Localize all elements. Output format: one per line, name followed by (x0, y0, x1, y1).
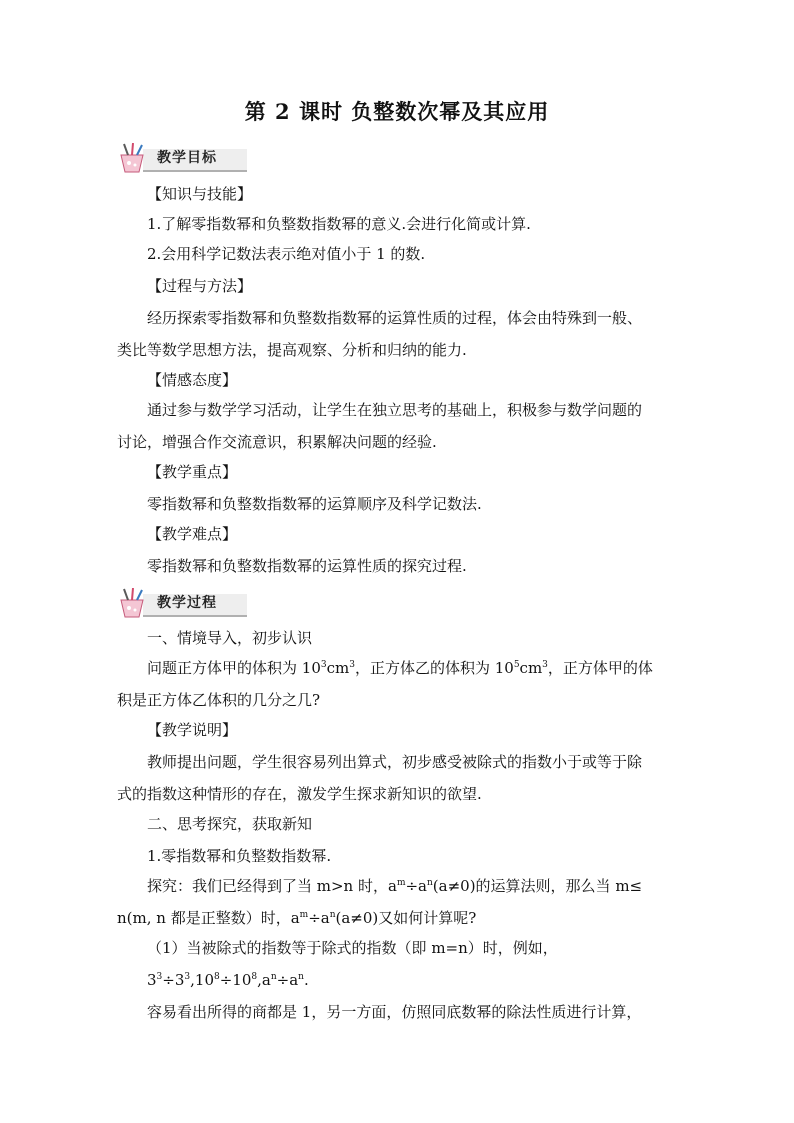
heading-intro: 一、情境导入，初步认识 (147, 629, 313, 647)
page-title: 第 2 课时 负整数次幂及其应用 (244, 99, 550, 124)
heading-process-method: 【过程与方法】 (147, 277, 253, 295)
section-title-process: 教学过程 (157, 595, 217, 611)
text-line-question: 问题正方体甲的体积为 $10^3cm^3$，正方体乙的体积为 $10^5cm^3$，正方体甲的体 (147, 659, 653, 677)
text-line-case: （1）当被除式的指数等于除式的指数（即 m=n）时，例如， (147, 939, 558, 957)
text-line-example: $3^3\div 3^3,10^8\div 10^8,a^n\div a^n$. (147, 971, 309, 989)
text-line: 类比等数学思想方法，提高观察、分析和归纳的能力. (117, 341, 467, 359)
subheading-zero-negative-exponent: 1.零指数幂和负整数指数幂. (147, 847, 332, 865)
section-banner-process (117, 588, 247, 618)
text-line: 通过参与数学学习活动，让学生在独立思考的基础上，积极参与数学问题的 (147, 401, 643, 419)
section-banner-goals (117, 143, 247, 173)
heading-key-point: 【教学重点】 (147, 463, 238, 481)
text-line: 容易看出所得的商都是 1，另一方面，仿照同底数幂的除法性质进行计算， (147, 1003, 642, 1021)
text-line: 经历探索零指数幂和负整数指数幂的运算性质的过程，体会由特殊到一般、 (147, 309, 643, 327)
text-line-explore: n(m, n 都是正整数）时，$a^m\div a^n(a\ne 0)$又如何计算呢? (117, 909, 477, 927)
heading-attitude: 【情感态度】 (147, 371, 238, 389)
heading-explore: 二、思考探究，获取新知 (147, 815, 313, 833)
text-line: 讨论，增强合作交流意识，积累解决问题的经验. (117, 433, 437, 451)
text-line: 2.会用科学记数法表示绝对值小于 1 的数. (147, 245, 426, 263)
text-line: 零指数幂和负整数指数幂的运算顺序及科学记数法. (147, 495, 482, 513)
heading-teaching-note: 【教学说明】 (147, 721, 238, 739)
text-line-explore: 探究：我们已经得到了当 m>n 时，$a^m\div a^n(a\ne 0)$的运算法则，那么当 m≤ (147, 877, 643, 895)
heading-knowledge: 【知识与技能】 (147, 185, 253, 203)
section-title-goals: 教学目标 (157, 150, 217, 166)
text-line: 积是正方体乙体积的几分之几? (117, 691, 321, 709)
text-line: 式的指数这种情形的存在，激发学生探求新知识的欲望. (117, 785, 482, 803)
heading-difficulty: 【教学难点】 (147, 525, 238, 543)
text-line: 1.了解零指数幂和负整数指数幂的意义.会进行化简或计算. (147, 215, 531, 233)
text-line: 教师提出问题，学生很容易列出算式，初步感受被除式的指数小于或等于除 (147, 753, 643, 771)
text-line: 零指数幂和负整数指数幂的运算性质的探究过程. (147, 557, 467, 575)
